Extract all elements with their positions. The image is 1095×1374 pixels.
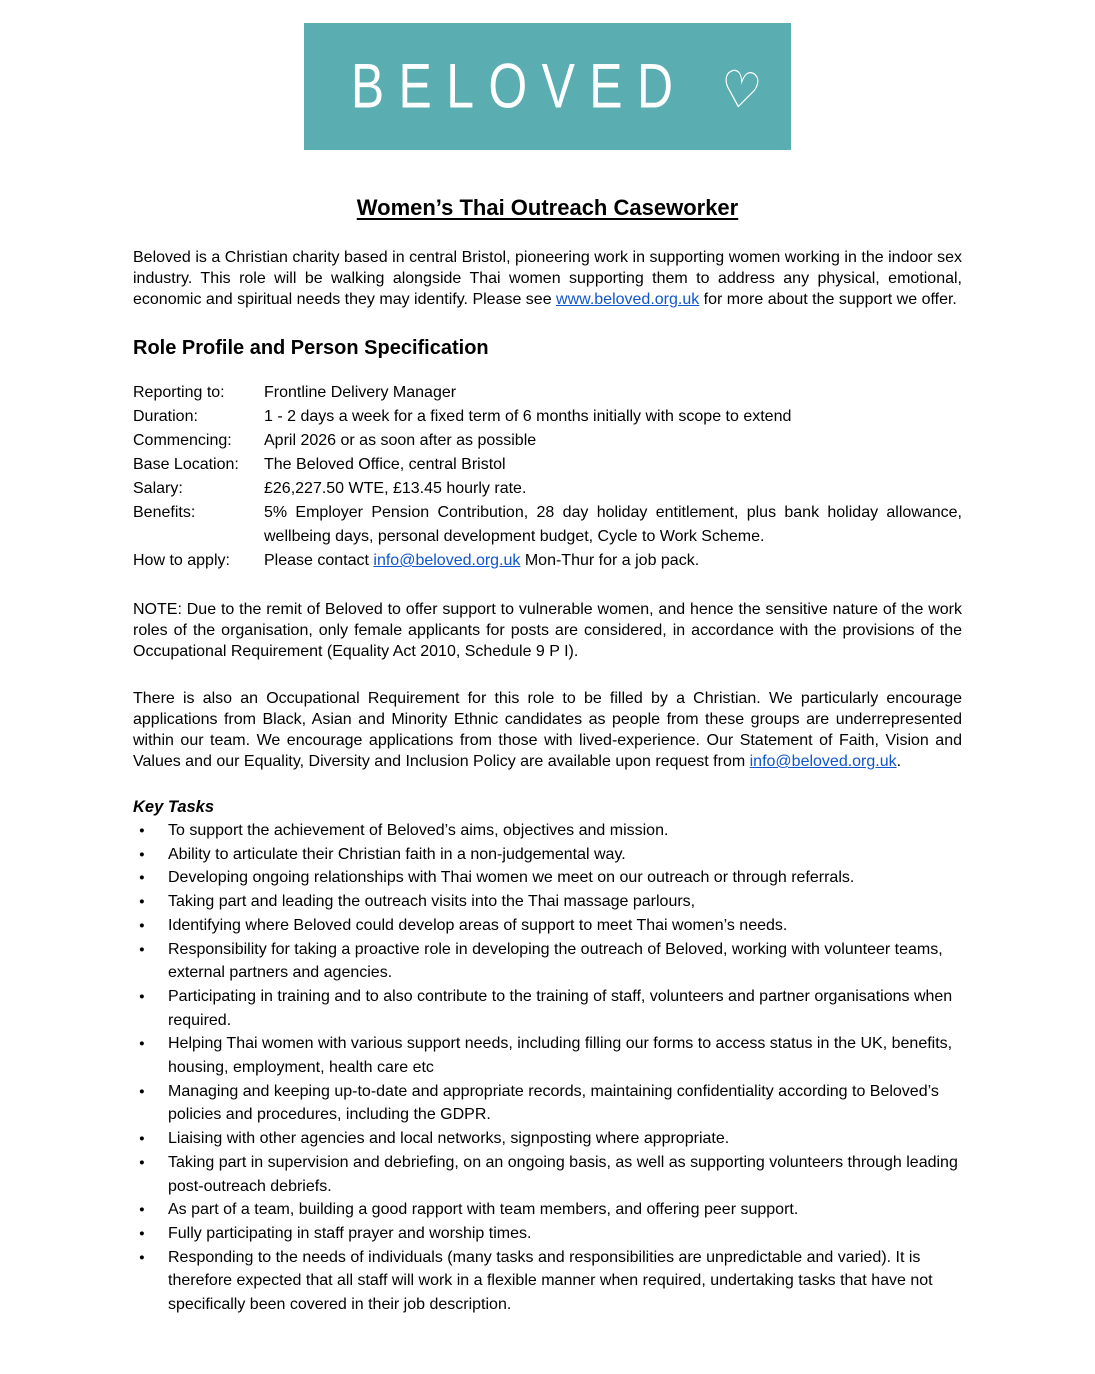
detail-row-salary: [133, 477, 962, 501]
intro-text-after: for more about the support we offer.: [699, 291, 957, 308]
apply-text-before: Please contact: [264, 552, 374, 569]
key-tasks-heading: Key Tasks: [133, 798, 215, 816]
note-paragraph: NOTE: Due to the remit of Beloved to offer support to vulnerable women, and hence the sensitive nature of the work roles of the organisation, only female applicants for posts are considered, in accordance with the provisions of the Occupational Requirement (Equality Act 2010, Schedule 9 P I).: [133, 601, 962, 660]
intro-text-before: Beloved is a Christian charity based in central Bristol, pioneering work in supporting women working in the indoor sex industry. This role will be walking alongside Thai women supporting them to address any physical, emotional, economic and spiritual needs they may identify. Please see: [133, 249, 962, 308]
key-tasks-list: [133, 819, 962, 1317]
detail-row-duration: [133, 405, 962, 429]
detail-label: Base Location:: [133, 456, 239, 473]
detail-value: £26,227.50 WTE, £13.45 hourly rate.: [264, 480, 527, 497]
key-task-item: ● Taking part and leading the outreach visits into the Thai massage parlours,: [133, 890, 962, 914]
equality-paragraph: [133, 688, 962, 772]
role-details: [133, 381, 962, 573]
info-email-link[interactable]: info@beloved.org.uk: [373, 552, 521, 569]
detail-row-commencing: [133, 429, 962, 453]
key-task-item: ● Responding to the needs of individuals (many tasks and responsibilities are unpredictable and varied). It is therefore expected that all staff will work in a flexible manner when required, undertaking tasks that have not specifically been covered in their job description.: [133, 1246, 962, 1317]
detail-label: Reporting to:: [133, 384, 225, 401]
beloved-logo: [304, 23, 791, 150]
key-task-item: ● Taking part in supervision and debriefing, on an ongoing basis, as well as supporting volunteers through leading post-outreach debriefs.: [133, 1151, 962, 1198]
detail-label: Duration:: [133, 408, 198, 425]
key-task-item: ● Liaising with other agencies and local networks, signposting where appropriate.: [133, 1127, 962, 1151]
detail-value: 1 - 2 days a week for a fixed term of 6 months initially with scope to extend: [264, 408, 792, 425]
role-profile-heading: Role Profile and Person Specification: [133, 337, 489, 359]
key-task-item: ● Responsibility for taking a proactive role in developing the outreach of Beloved, working with volunteer teams, external partners and agencies.: [133, 938, 962, 985]
detail-label: Salary:: [133, 480, 183, 497]
detail-row-base-location: [133, 453, 962, 477]
equality-text-after: .: [896, 753, 902, 770]
beloved-website-link[interactable]: www.beloved.org.uk: [556, 291, 700, 308]
key-task-item: ● Participating in training and to also contribute to the training of staff, volunteers and partner organisations when required.: [133, 985, 962, 1032]
detail-value: [264, 549, 962, 573]
detail-label: How to apply:: [133, 552, 230, 569]
detail-label: Commencing:: [133, 432, 232, 449]
detail-value: April 2026 or as soon after as possible: [264, 432, 537, 449]
detail-label: Benefits:: [133, 504, 196, 521]
intro-paragraph: [133, 247, 962, 310]
key-task-item: ● Fully participating in staff prayer and worship times.: [133, 1222, 962, 1246]
key-task-item: ● Developing ongoing relationships with Thai women we meet on our outreach or through referrals.: [133, 866, 962, 890]
key-task-item: ● As part of a team, building a good rapport with team members, and offering peer support.: [133, 1198, 962, 1222]
key-task-item: ● Managing and keeping up-to-date and appropriate records, maintaining confidentiality according to Beloved’s policies and procedures, including the GDPR.: [133, 1080, 962, 1127]
info-email-link[interactable]: info@beloved.org.uk: [749, 753, 897, 770]
detail-value: Frontline Delivery Manager: [264, 384, 457, 401]
page-title: Women’s Thai Outreach Caseworker: [356, 195, 739, 220]
key-task-item: ● Identifying where Beloved could develop areas of support to meet Thai women’s needs.: [133, 914, 962, 938]
key-task-item: ● To support the achievement of Beloved’s aims, objectives and mission.: [133, 819, 962, 843]
key-task-item: ● Helping Thai women with various support needs, including filling our forms to access status in the UK, benefits, housing, employment, health care etc: [133, 1032, 962, 1079]
detail-row-how-to-apply: [133, 549, 962, 573]
equality-text-before: There is also an Occupational Requirement for this role to be filled by a Christian. We particularly encourage applications from Black, Asian and Minority Ethnic candidates as people from these groups are underrepresented within our team. We encourage applications from those with lived-experience. Our Statement of Faith, Vision and Values and our Equality, Diversity and Inclusion Policy are available upon request from: [133, 690, 962, 770]
detail-row-benefits: [133, 501, 962, 549]
detail-value: 5% Employer Pension Contribution, 28 day holiday entitlement, plus bank holiday allowance, wellbeing days, personal development budget, Cycle to Work Scheme.: [264, 504, 962, 545]
apply-text-after: Mon-Thur for a job pack.: [520, 552, 700, 569]
detail-value: The Beloved Office, central Bristol: [264, 456, 506, 473]
key-task-item: ● Ability to articulate their Christian faith in a non-judgemental way.: [133, 843, 962, 867]
heart-icon: ♡: [716, 57, 766, 122]
detail-row-reporting-to: [133, 381, 962, 405]
logo-wordmark: BELOVED: [350, 51, 687, 122]
